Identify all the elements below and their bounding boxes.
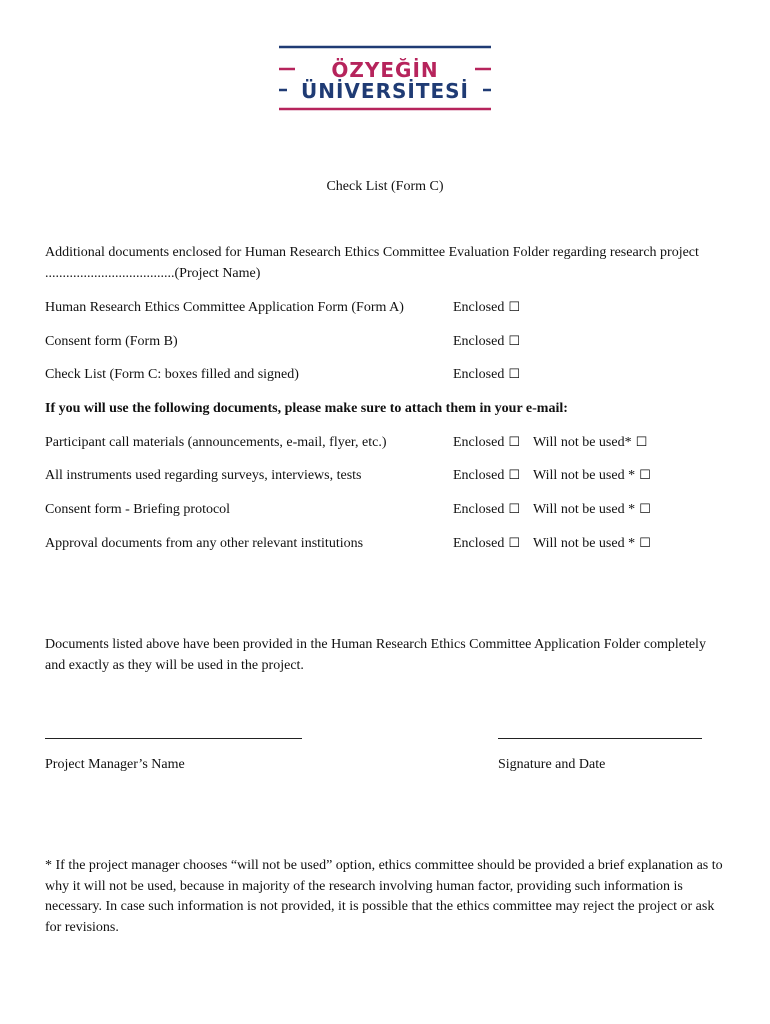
checklist-row-briefing-protocol: [45, 500, 735, 520]
manager-name-line[interactable]: [45, 738, 302, 739]
checklist-row-form-c: [45, 365, 735, 385]
enclosed-checkbox[interactable]: ☐: [508, 367, 520, 382]
declaration-paragraph: Documents listed above have been provided in the Human Research Ethics Committee Application Folder completely and exactly as they will be used in the project.: [45, 637, 706, 673]
enclosed-option: [453, 433, 520, 453]
enclosed-option: [453, 500, 520, 520]
item-label: Approval documents from any other relevant institutions: [45, 536, 364, 551]
enclosed-label: Enclosed: [453, 367, 505, 382]
logo-line-1: ÖZYEĞİN: [331, 58, 439, 82]
not-used-checkbox[interactable]: ☐: [639, 502, 651, 517]
not-used-label: Will not be used*: [533, 435, 632, 450]
enclosed-checkbox[interactable]: ☐: [508, 536, 520, 551]
not-used-checkbox[interactable]: ☐: [635, 435, 648, 450]
item-label: Consent form (Form B): [45, 334, 178, 349]
checklist-row-form-b: [45, 332, 735, 352]
intro-paragraph: Additional documents enclosed for Human Research Ethics Committee Evaluation Folder regarding research project .....................................(Project Name): [45, 245, 699, 281]
not-used-label: Will not be used *: [533, 468, 636, 483]
not-used-option: [533, 466, 651, 486]
enclosed-label: Enclosed: [453, 536, 505, 551]
not-used-option: [533, 433, 647, 453]
enclosed-checkbox[interactable]: ☐: [508, 334, 520, 349]
enclosed-label: Enclosed: [453, 334, 505, 349]
enclosed-label: Enclosed: [453, 300, 505, 315]
optional-documents-heading: If you will use the following documents, please make sure to attach them in your e-mail:: [45, 401, 568, 416]
item-label: Participant call materials (announcements, e-mail, flyer, etc.): [45, 435, 387, 450]
not-used-option: [533, 500, 651, 520]
signature-date-line[interactable]: [498, 738, 702, 739]
not-used-label: Will not be used *: [533, 502, 636, 517]
checklist-row-approval-documents: [45, 534, 735, 554]
item-label: Check List (Form C: boxes filled and signed): [45, 367, 299, 382]
checklist-row-instruments: [45, 466, 735, 486]
enclosed-checkbox[interactable]: ☐: [508, 435, 520, 450]
checklist-row-call-materials: [45, 433, 735, 453]
enclosed-option: [453, 298, 520, 318]
university-logo: [277, 44, 493, 112]
enclosed-option: [453, 332, 520, 352]
item-label: All instruments used regarding surveys, interviews, tests: [45, 468, 362, 483]
page-title: Check List (Form C): [326, 179, 444, 194]
manager-name-label: Project Manager’s Name: [45, 757, 185, 772]
signature-date-label: Signature and Date: [498, 757, 606, 772]
enclosed-option: [453, 466, 520, 486]
checklist-row-form-a: [45, 298, 735, 318]
item-label: Consent form - Briefing protocol: [45, 502, 231, 517]
enclosed-checkbox[interactable]: ☐: [508, 468, 520, 483]
logo-graphic: [277, 44, 493, 112]
enclosed-label: Enclosed: [453, 435, 505, 450]
enclosed-checkbox[interactable]: ☐: [508, 502, 520, 517]
logo-line-2: ÜNİVERSİTESİ: [301, 79, 469, 103]
enclosed-label: Enclosed: [453, 502, 505, 517]
enclosed-label: Enclosed: [453, 468, 505, 483]
item-label: Human Research Ethics Committee Application Form (Form A): [45, 300, 404, 315]
footnote: * If the project manager chooses “will not be used” option, ethics committee should be provided a brief explanation as to why it will not be used, because in majority of the research involving human factor, providing such information is necessary. In case such information is not provided, it is possible that the ethics committee may reject the project or ask for revisions.: [45, 858, 723, 935]
not-used-option: [533, 534, 651, 554]
not-used-checkbox[interactable]: ☐: [639, 536, 651, 551]
not-used-checkbox[interactable]: ☐: [639, 468, 651, 483]
not-used-label: Will not be used *: [533, 536, 636, 551]
enclosed-option: [453, 365, 520, 385]
enclosed-option: [453, 534, 520, 554]
enclosed-checkbox[interactable]: ☐: [508, 300, 520, 315]
